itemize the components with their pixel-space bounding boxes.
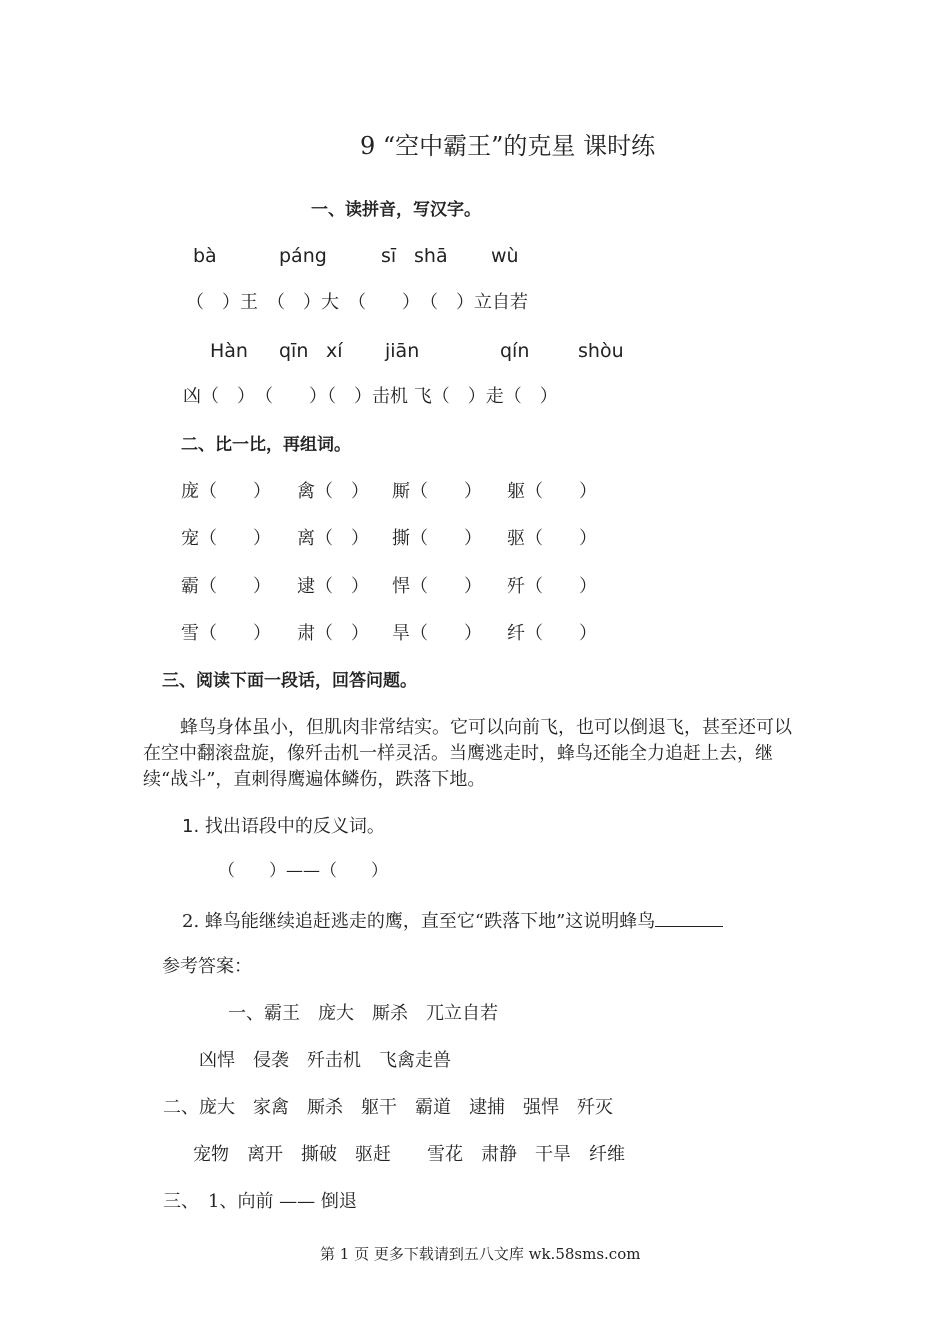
section3-heading: 三、阅读下面一段话，回答问题。 xyxy=(162,671,417,691)
question-1: 1. 找出语段中的反义词。 xyxy=(182,816,385,837)
compare-cell: 驱（ ） xyxy=(507,528,597,549)
answer-1-line-2: 凶悍 侵袭 歼击机 飞禽走兽 xyxy=(199,1050,451,1071)
char-blanks-row-2: 凶（ ） （ ）（ ）击机 飞（ ）走（ ） xyxy=(183,386,558,407)
compare-cell: 歼（ ） xyxy=(507,576,597,597)
compare-cell: 撕（ ） xyxy=(392,528,482,549)
page-title: 9 “空中霸王”的克星 课时练 xyxy=(360,132,656,160)
compare-cell: 宠（ ） xyxy=(181,528,271,549)
section1-heading: 一、读拼音，写汉字。 xyxy=(311,200,481,220)
pinyin-item: qīn xyxy=(279,340,309,362)
compare-cell: 霸（ ） xyxy=(181,576,271,597)
answer-1-line-1: 一、霸王 庞大 厮杀 兀立自若 xyxy=(228,1003,498,1024)
pinyin-item: shòu xyxy=(578,340,624,362)
compare-cell: 雪（ ） xyxy=(181,623,271,644)
pinyin-item: wù xyxy=(491,245,519,267)
compare-cell: 旱（ ） xyxy=(392,623,482,644)
answer-2-line-2: 宠物 离开 撕破 驱赶 雪花 肃静 干旱 纤维 xyxy=(193,1144,625,1165)
pinyin-item: sī xyxy=(381,245,397,267)
answers-label: 参考答案： xyxy=(162,956,252,977)
compare-cell: 悍（ ） xyxy=(392,576,482,597)
question-2-text: 2. 蜂鸟能继续追赶逃走的鹰，直至它“跌落下地”这说明蜂鸟 xyxy=(182,911,656,932)
compare-cell: 厮（ ） xyxy=(392,481,482,502)
pinyin-item: xí xyxy=(326,340,343,362)
answer-blank[interactable] xyxy=(655,908,723,927)
pinyin-item: qín xyxy=(500,340,530,362)
reading-paragraph: 蜂鸟身体虽小，但肌肉非常结实。它可以向前飞，也可以倒退飞，甚至还可以在空中翻滚盘旋，像歼击机一样灵活。当鹰逃走时，蜂鸟还能全力追赶上去，继续“战斗”，直刺得鹰遍体鳞伤，跌落下地。 xyxy=(143,717,792,790)
pinyin-item: Hàn xyxy=(210,340,248,362)
compare-cell: 躯（ ） xyxy=(507,481,597,502)
compare-cell: 肃（ ） xyxy=(297,623,369,644)
compare-cell: 禽（ ） xyxy=(297,481,369,502)
answer-2-line-1: 二、庞大 家禽 厮杀 躯干 霸道 逮捕 强悍 歼灭 xyxy=(163,1097,613,1118)
answer-3-line-1: 三、 1、向前 —— 倒退 xyxy=(163,1191,357,1212)
section2-heading: 二、比一比，再组词。 xyxy=(181,435,351,455)
pinyin-item: bà xyxy=(193,245,217,267)
pinyin-item: jiān xyxy=(385,340,420,362)
pinyin-item: páng xyxy=(279,245,327,267)
question-1-blank: （ ）——（ ） xyxy=(218,861,388,881)
compare-cell: 纤（ ） xyxy=(507,623,597,644)
page-footer: 第 1 页 更多下载请到五八文库 wk.58sms.com xyxy=(320,1245,641,1263)
compare-cell: 逮（ ） xyxy=(297,576,369,597)
compare-cell: 庞（ ） xyxy=(181,481,271,502)
compare-cell: 离（ ） xyxy=(297,528,369,549)
pinyin-item: shā xyxy=(414,245,448,267)
char-blanks-row-1: （ ）王 （ ）大 （ ） （ ）立自若 xyxy=(186,292,528,313)
question-2 xyxy=(182,908,723,933)
